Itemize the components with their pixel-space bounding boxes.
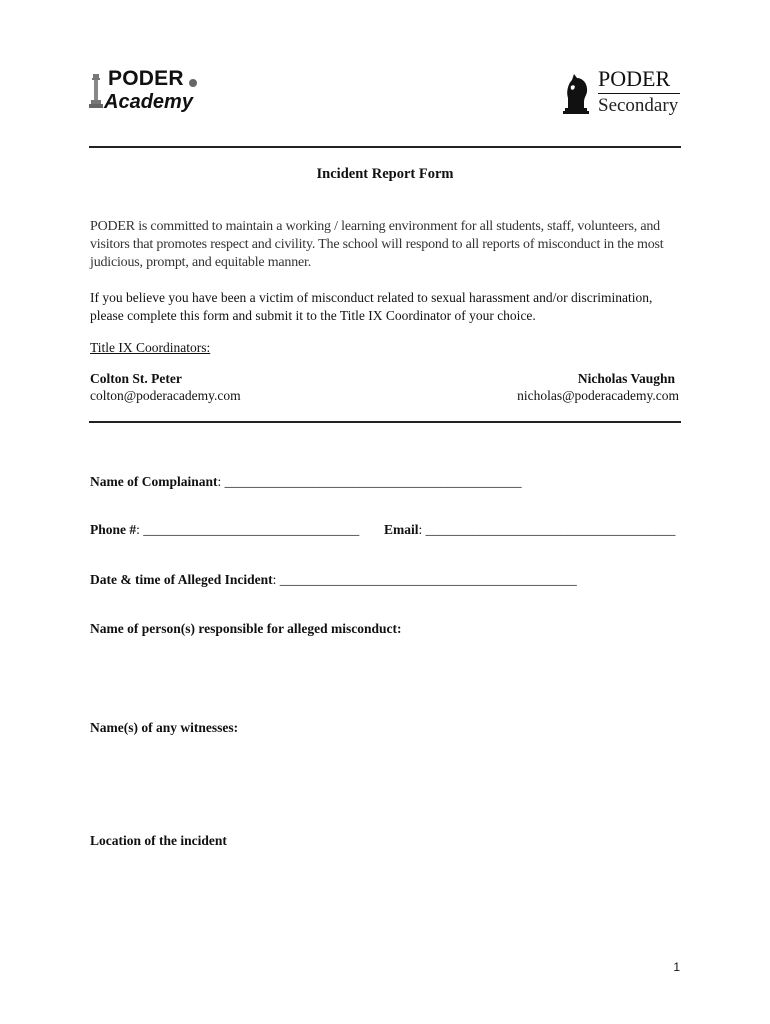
location-label: Location of the incident — [90, 833, 227, 848]
logo-left-sub: Academy — [104, 91, 193, 113]
email-blank[interactable]: : _____________________________________ — [418, 522, 676, 537]
phone-field[interactable] — [90, 522, 359, 538]
coordinators-divider — [89, 421, 681, 423]
chess-knight-icon — [562, 68, 592, 116]
datetime-blank[interactable]: : ____________________________________________ — [272, 572, 577, 587]
logo-right-brand: PODER — [598, 66, 671, 91]
responsible-field — [90, 621, 401, 637]
phone-blank[interactable]: : ________________________________ — [136, 522, 360, 537]
email-field[interactable] — [384, 522, 675, 538]
location-field — [90, 833, 227, 849]
coordinator-name-2: Nicholas Vaughn — [577, 371, 675, 386]
phone-label: Phone # — [90, 522, 137, 537]
chess-rook-icon — [88, 72, 104, 112]
intro-paragraph: PODER is committed to maintain a working / learning environment for all students, staff, volunteers, and visitors that promotes respect and civility. The school will respond to all reports of misconduct in the most judicious, prompt, and equitable manner. — [90, 219, 664, 270]
coordinator-email-2[interactable]: nicholas@poderacademy.com — [517, 388, 679, 403]
datetime-field[interactable] — [90, 572, 577, 588]
datetime-label: Date & time of Alleged Incident — [90, 572, 273, 587]
form-title: Incident Report Form — [316, 166, 454, 182]
complainant-label: Name of Complainant — [90, 474, 218, 489]
coordinators-heading: Title IX Coordinators: — [90, 340, 211, 355]
email-label: Email — [384, 522, 419, 537]
witnesses-label: Name(s) of any witnesses: — [90, 720, 239, 735]
logo-dot — [189, 79, 197, 87]
responsible-label: Name of person(s) responsible for alleged misconduct: — [90, 621, 402, 636]
poder-academy-logo — [88, 66, 218, 118]
instructions-paragraph: If you believe you have been a victim of misconduct related to sexual harassment and/or discrimination, please complete this form and submit it to the Title IX Coordinator of your choice. — [90, 290, 653, 323]
logo-right-sub: Secondary — [598, 95, 679, 116]
complainant-field[interactable] — [90, 474, 522, 490]
poder-secondary-logo — [560, 66, 685, 118]
witnesses-field — [90, 720, 238, 736]
complainant-blank[interactable]: : ____________________________________________ — [217, 474, 522, 489]
header-divider — [89, 146, 681, 148]
page-number: 1 — [673, 960, 680, 974]
coordinator-name-1: Colton St. Peter — [90, 371, 182, 386]
coordinator-email-1[interactable]: colton@poderacademy.com — [90, 388, 241, 403]
logo-left-brand: PODER — [108, 67, 184, 90]
